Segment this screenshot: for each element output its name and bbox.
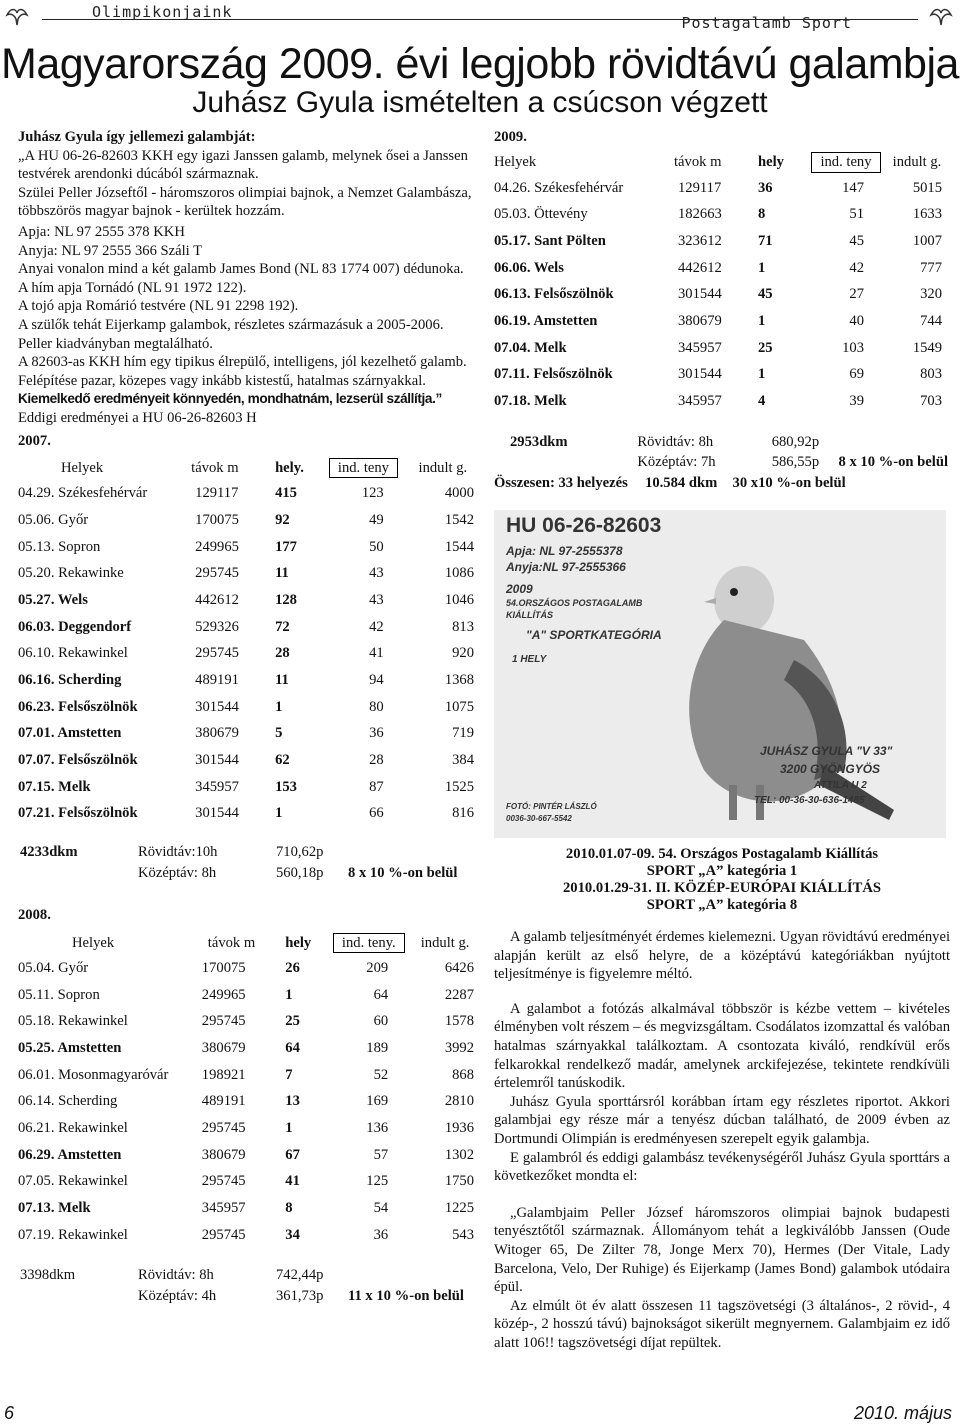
pigeons-entered: 1086	[444, 565, 474, 582]
issue-date: 2010. május	[853, 1403, 952, 1423]
col-header: Helyek	[494, 154, 537, 171]
competitors-ahead: 43	[369, 565, 384, 582]
mid-label: Középtáv: 7h	[637, 454, 716, 471]
dove-icon	[928, 3, 954, 29]
competitors-ahead: 103	[842, 339, 864, 356]
total-distance: 2953dkm	[510, 433, 568, 450]
intro-text: A 82603-as KKH hím egy tipikus élrepülő, intelligens, jól kezelhető galamb. Felépítése pazar, közepes vagy inkább kistestű, hatalmas szárnyakkal.	[18, 354, 467, 389]
placing: 25	[285, 1013, 300, 1030]
table-row	[18, 1222, 480, 1249]
left-column	[18, 128, 480, 1308]
race-distance: 380679	[201, 1039, 246, 1056]
short-label: Rövidtáv: 8h	[138, 1267, 214, 1284]
race-distance: 249965	[195, 538, 239, 555]
mid-label: Középtáv: 4h	[138, 1287, 217, 1304]
pigeons-entered: 3992	[444, 1039, 474, 1056]
competitors-ahead: 60	[373, 1013, 389, 1030]
race-distance: 380679	[201, 1146, 246, 1163]
race-place: 06.03. Deggendorf	[18, 618, 132, 635]
race-distance: 129117	[678, 179, 722, 196]
race-distance: 295745	[201, 1013, 246, 1030]
owner-city: 3200 GYÖNGYÖS	[780, 762, 881, 776]
show-name: KIÁLLÍTÁS	[506, 610, 553, 620]
pigeons-entered: 719	[452, 725, 474, 742]
results-table-2008	[18, 931, 480, 1249]
race-place: 05.25. Amstetten	[18, 1039, 122, 1056]
article-subtitle: Juhász Gyula ismételten a csúcson végzett	[192, 86, 768, 119]
race-place: 06.14. Scherding	[18, 1093, 118, 1110]
race-distance: 301544	[195, 805, 239, 822]
intro-text: Eddigi eredményei a HU 06-26-82603 H	[18, 409, 257, 426]
pigeons-entered: 920	[452, 645, 474, 662]
col-header: ind. teny.	[333, 933, 405, 954]
placing: 28	[275, 645, 290, 662]
competitors-ahead: 54	[373, 1200, 389, 1217]
placing: 8	[758, 206, 766, 223]
pigeons-entered: 803	[920, 366, 942, 383]
pigeons-entered: 6426	[444, 959, 474, 976]
race-place: 04.26. Székesfehérvár	[494, 179, 624, 196]
race-place: 05.06. Győr	[18, 511, 89, 528]
owner-phone: TEL: 00-36-30-636-1485	[754, 795, 865, 806]
competitors-ahead: 136	[366, 1119, 389, 1136]
race-distance: 345957	[195, 778, 239, 795]
table-row	[494, 201, 948, 228]
race-distance: 170075	[201, 959, 246, 976]
article-title: Magyarország 2009. évi legjobb rövidtávú galambja	[1, 40, 959, 88]
summary-extra: 8 x 10 %-on belül	[838, 454, 948, 471]
summary-2009	[494, 431, 950, 474]
col-header: hely	[285, 934, 312, 951]
results-table-2009	[494, 151, 948, 415]
table-row	[18, 640, 480, 667]
table-row	[18, 1062, 480, 1089]
pigeons-entered: 813	[452, 618, 474, 635]
race-distance: 295745	[201, 1173, 246, 1190]
col-header: távok m	[191, 459, 239, 476]
table-row	[494, 308, 948, 335]
table-row	[18, 774, 480, 801]
placing: 71	[758, 233, 773, 250]
table-row	[18, 667, 480, 694]
race-distance: 198921	[201, 1066, 246, 1083]
col-header: Helyek	[61, 459, 104, 476]
placing: 36	[758, 179, 773, 196]
table-row	[18, 1195, 480, 1222]
table-row	[18, 1008, 480, 1035]
pigeons-entered: 1007	[912, 233, 942, 250]
pigeons-entered: 1633	[912, 206, 942, 223]
table-row	[18, 747, 480, 774]
dove-icon	[4, 3, 30, 29]
placing: 92	[275, 511, 290, 528]
col-header: Helyek	[72, 934, 115, 951]
short-label: Rövidtáv:10h	[138, 844, 218, 861]
pigeons-entered: 2810	[444, 1093, 474, 1110]
placing: 34	[285, 1226, 300, 1243]
competitors-ahead: 57	[373, 1146, 389, 1163]
race-place: 05.04. Győr	[18, 959, 89, 976]
placing: 8	[285, 1200, 293, 1217]
competitors-ahead: 80	[369, 698, 384, 715]
race-distance: 249965	[201, 986, 246, 1003]
competitors-ahead: 42	[849, 259, 864, 276]
short-label: Rövidtáv: 8h	[637, 433, 714, 450]
race-place: 05.13. Sopron	[18, 538, 101, 555]
placing: 1	[758, 259, 766, 276]
competitors-ahead: 36	[373, 1226, 389, 1243]
placing: 26	[285, 959, 300, 976]
race-distance: 529326	[195, 618, 239, 635]
pigeons-entered: 1302	[444, 1146, 474, 1163]
placing: 1	[285, 1119, 293, 1136]
placing: 177	[275, 538, 297, 555]
competitors-ahead: 27	[849, 286, 864, 303]
table-row	[18, 480, 480, 507]
intro-text: Anyja: NL 97 2555 366 Száli T	[18, 242, 203, 259]
year-heading: 2007.	[18, 432, 51, 449]
overall-summary	[494, 474, 950, 493]
owner-name: JUHÁSZ GYULA "V 33"	[760, 744, 893, 758]
table-header	[18, 456, 480, 480]
competitors-ahead: 36	[369, 725, 384, 742]
table-row	[18, 982, 480, 1009]
competitors-ahead: 50	[369, 538, 384, 555]
pigeons-entered: 1046	[444, 591, 474, 608]
owner-street: ATTILA U 2	[814, 780, 867, 791]
table-row	[494, 388, 948, 415]
race-place: 07.13. Melk	[18, 1200, 91, 1217]
total-distance: 4233dkm	[20, 844, 78, 861]
competitors-ahead: 52	[373, 1066, 389, 1083]
race-distance: 295745	[195, 645, 239, 662]
col-header: hely.	[275, 459, 304, 476]
race-place: 06.23. Felsőszölnök	[18, 698, 138, 715]
race-distance: 380679	[195, 725, 239, 742]
placing: 1	[285, 986, 293, 1003]
magazine-tag: Postagalamb Sport	[681, 14, 852, 32]
article-body	[494, 928, 950, 1352]
pigeons-entered: 320	[920, 286, 942, 303]
table-row	[18, 955, 480, 982]
placing: 25	[758, 339, 773, 356]
race-place: 06.01. Mosonmagyaróvár	[18, 1066, 169, 1083]
exhibition-results	[494, 846, 950, 914]
competitors-ahead: 39	[849, 393, 864, 410]
pigeons-entered: 1936	[444, 1119, 474, 1136]
table-row	[494, 335, 948, 362]
col-header: hely	[758, 154, 784, 171]
race-distance: 129117	[195, 485, 239, 502]
paragraph: „Galambjaim Peller József háromszoros olimpiai bajnok budapesti tenyésztőtől származnak. Állományom tehát a legkiválóbb Janssen (Oude Witoger 65, De Zilter 78, Jonge Merx 70), Hermes (Der Vitale, Lady Barcelona, Velo, Der Ruhige) és Eijerkamp (James Bond) galambok utódaira épül.	[494, 1204, 950, 1296]
rank: 1 HELY	[512, 654, 547, 665]
placing: 1	[275, 805, 283, 822]
paragraph: A galambot a fotózás alkalmával többször is kézbe vettem – kivételes élményben volt részem – és megvizsgáltam. Csodálatos izomzattal és valóban hatalmas szárnyakkal találkoztam. A csontozata kiváló, rendkívül erős felkarokkal rendelkező madár, amelynek arckifejezése, tekintete rendkívüli értelemről tanúskodik.	[494, 1000, 950, 1092]
year-heading: 2009.	[494, 129, 527, 145]
competitors-ahead: 41	[369, 645, 384, 662]
overall-distance: 10.584 dkm	[645, 474, 718, 491]
overall-placings: Összesen: 33 helyezés	[494, 474, 628, 491]
short-value: 742,44p	[276, 1267, 324, 1284]
race-distance: 182663	[678, 206, 722, 223]
col-header: ind. teny	[811, 152, 880, 173]
pigeons-entered: 1225	[444, 1200, 474, 1217]
race-place: 07.04. Melk	[494, 339, 567, 356]
competitors-ahead: 125	[366, 1173, 389, 1190]
pigeons-entered: 1750	[444, 1173, 474, 1190]
col-header: indult g.	[418, 459, 468, 476]
placing: 41	[285, 1173, 300, 1190]
col-header: ind. teny	[329, 458, 398, 479]
paragraph: Juhász Gyula sporttársról korábban írtam egy részletes riportot. Akkori galambjai egy része már a tenyész dúcban található, de 2009 évben az Dortmundi Olimpián is eredményesen szerepelt egyik galambja.	[494, 1093, 950, 1147]
pigeons-entered: 543	[452, 1226, 474, 1243]
intro-text: Anyai vonalon mind a két galamb James Bond (NL 83 1774 007) dédunoka.	[18, 261, 464, 278]
table-row	[494, 281, 948, 308]
race-place: 07.11. Felsőszölnök	[494, 366, 613, 383]
competitors-ahead: 45	[849, 233, 864, 250]
photographer-tel: 0036-30-667-5542	[506, 814, 572, 823]
table-row	[494, 228, 948, 255]
total-distance: 3398dkm	[20, 1267, 76, 1284]
summary-extra: 11 x 10 %-on belül	[348, 1287, 464, 1304]
pigeons-entered: 1075	[444, 698, 474, 715]
placing: 153	[275, 778, 297, 795]
race-distance: 489191	[201, 1093, 246, 1110]
page-number: 6	[4, 1403, 15, 1423]
intro-text: Apja: NL 97 2555 378 KKH	[18, 223, 185, 240]
table-row	[18, 1035, 480, 1062]
intro-lead: Juhász Gyula így jellemezi galambját:	[18, 129, 256, 145]
race-place: 06.21. Rekawinkel	[18, 1119, 128, 1136]
race-distance: 345957	[678, 393, 722, 410]
ring-number: HU 06-26-82603	[506, 514, 662, 537]
col-header: indult g.	[892, 154, 942, 171]
competitors-ahead: 123	[361, 485, 384, 502]
pigeons-entered: 744	[920, 313, 942, 330]
race-distance: 380679	[678, 313, 722, 330]
race-place: 04.29. Székesfehérvár	[18, 485, 148, 502]
table-row	[18, 614, 480, 641]
race-place: 05.17. Sant Pölten	[494, 233, 606, 250]
show-name: 54.ORSZÁGOS POSTAGALAMB	[506, 598, 643, 608]
exhibition-line: 2010.01.07-09. 54. Országos Postagalamb Kiállítás	[565, 846, 879, 862]
table-row	[18, 1168, 480, 1195]
pigeons-entered: 1368	[444, 671, 474, 688]
short-value: 680,92p	[771, 433, 820, 450]
race-distance: 345957	[678, 339, 722, 356]
competitors-ahead: 189	[366, 1039, 389, 1056]
table-row	[494, 255, 948, 282]
race-place: 06.19. Amstetten	[494, 313, 598, 330]
race-place: 06.16. Scherding	[18, 671, 122, 688]
race-place: 07.15. Melk	[18, 778, 91, 795]
pigeons-entered: 868	[452, 1066, 474, 1083]
category: "A" SPORTKATEGÓRIA	[526, 628, 662, 642]
placing: 5	[275, 725, 283, 742]
race-place: 07.05. Rekawinkel	[18, 1173, 128, 1190]
competitors-ahead: 209	[366, 959, 389, 976]
race-place: 05.11. Sopron	[18, 986, 100, 1003]
table-row	[18, 587, 480, 614]
table-row	[494, 175, 948, 202]
placing: 1	[758, 366, 766, 383]
mid-value: 560,18p	[276, 864, 324, 881]
table-row	[18, 694, 480, 721]
competitors-ahead: 28	[369, 752, 384, 769]
mid-value: 361,73p	[276, 1287, 324, 1304]
pigeons-entered: 384	[452, 752, 474, 769]
pigeons-entered: 816	[452, 805, 474, 822]
intro-text: A tojó apja Romárió testvére (NL 91 2298 192).	[18, 298, 299, 315]
col-header: távok m	[674, 154, 722, 171]
race-distance: 170075	[195, 511, 239, 528]
table-row	[18, 533, 480, 560]
exhibition-line: SPORT „A” kategória 1	[646, 863, 798, 879]
short-value: 710,62p	[276, 844, 324, 861]
competitors-ahead: 42	[369, 618, 384, 635]
pigeons-entered: 4000	[444, 485, 474, 502]
pigeons-entered: 5015	[912, 179, 942, 196]
table-header	[18, 931, 480, 955]
race-place: 05.20. Rekawinke	[18, 565, 124, 582]
race-distance: 442612	[678, 259, 722, 276]
placing: 67	[285, 1146, 300, 1163]
exhibition-line: SPORT „A” kategória 8	[646, 897, 798, 913]
competitors-ahead: 40	[849, 313, 864, 330]
table-row	[18, 720, 480, 747]
placing: 72	[275, 618, 290, 635]
table-row	[494, 361, 948, 388]
placing: 64	[285, 1039, 300, 1056]
col-header: távok m	[207, 934, 256, 951]
intro-quote: Kiemelkedő eredményeit könnyedén, mondhatnám, lezserül szállítja.”	[18, 391, 442, 407]
exhibition-line: 2010.01.29-31. II. KÖZÉP-EURÓPAI KIÁLLÍTÁS	[563, 880, 881, 896]
placing: 7	[285, 1066, 293, 1083]
pigeons-entered: 1544	[444, 538, 474, 555]
race-distance: 301544	[678, 366, 722, 383]
photographer: FOTÓ: PINTÉR LÁSZLÓ	[506, 802, 597, 811]
pigeons-entered: 1578	[444, 1013, 474, 1030]
pigeons-entered: 703	[920, 393, 942, 410]
paragraph: Az elmúlt öt év alatt összesen 11 tagszövetségi (3 általános-, 2 rövid-, 4 közép-, 2 hosszú távú) bajnokságot sikerült megnyernem. Galambjaim ez idő alatt 106!! tagszövetségi díjat repültek.	[494, 1297, 950, 1351]
table-row	[18, 1142, 480, 1169]
race-place: 07.19. Rekawinkel	[18, 1226, 128, 1243]
placing: 128	[275, 591, 297, 608]
competitors-ahead: 49	[369, 511, 384, 528]
pigeons-entered: 777	[920, 259, 942, 276]
competitors-ahead: 147	[842, 179, 864, 196]
competitors-ahead: 51	[849, 206, 864, 223]
table-row	[18, 560, 480, 587]
race-distance: 489191	[195, 671, 239, 688]
pigeons-entered: 1542	[444, 511, 474, 528]
pigeons-entered: 2287	[444, 986, 474, 1003]
race-distance: 295745	[201, 1226, 246, 1243]
results-table-2007	[18, 456, 480, 827]
placing: 415	[275, 485, 297, 502]
placing: 1	[758, 313, 766, 330]
year-heading: 2008.	[18, 907, 51, 924]
table-row	[18, 1088, 480, 1115]
race-distance: 345957	[201, 1200, 246, 1217]
race-place: 06.29. Amstetten	[18, 1146, 122, 1163]
race-place: 07.01. Amstetten	[18, 725, 122, 742]
intro-text: Szülei Peller Józseftől - háromszoros olimpiai bajnok, a Nemzet Galambásza, többszörös magyar bajnok - kerültek hozzám.	[18, 184, 472, 220]
race-distance: 323612	[678, 233, 722, 250]
placing: 45	[758, 286, 773, 303]
race-distance: 301544	[678, 286, 722, 303]
competitors-ahead: 64	[373, 986, 389, 1003]
race-place: 05.03. Öttevény	[494, 206, 588, 223]
summary-2008	[18, 1264, 466, 1307]
paragraph: A galamb teljesítményét érdemes kielemezni. Ugyan rövidtávú eredményei alapján került az első helyre, de a középtávú kategóriákban nyújtott teljesítménye is figyelemre méltó.	[494, 929, 950, 983]
intro-text: A szülők tehát Eijerkamp galambok, részletes származásuk a 2005-2006. Peller kiadványban megtalálható.	[18, 316, 444, 352]
placing: 11	[275, 565, 289, 582]
paragraph: E galambról és eddigi galambász tevékenységéről Juhász Gyula sporttárs a következőket mondta el:	[494, 1149, 950, 1185]
placing: 62	[275, 752, 290, 769]
race-place: 07.21. Felsőszölnök	[18, 805, 138, 822]
race-place: 05.18. Rekawinkel	[18, 1013, 128, 1030]
race-distance: 301544	[195, 752, 239, 769]
placing: 13	[285, 1093, 300, 1110]
mid-label: Középtáv: 8h	[138, 864, 217, 881]
overall-extra: 30 x10 %-on belül	[732, 474, 846, 491]
table-row	[18, 800, 480, 827]
race-place: 06.13. Felsőszölnök	[494, 286, 614, 303]
section-tag: Olimpikonjaink	[92, 3, 233, 21]
race-distance: 301544	[195, 698, 239, 715]
race-place: 07.07. Felsőszölnök	[18, 752, 138, 769]
mother-ring: Anyja:NL 97-2555366	[506, 560, 626, 574]
race-distance: 295745	[201, 1119, 246, 1136]
race-place: 05.27. Wels	[18, 591, 88, 608]
race-place: 06.10. Rekawinkel	[18, 645, 128, 662]
photo-year: 2009	[506, 582, 533, 596]
intro-text: A hím apja Tornádó (NL 91 1972 122).	[18, 279, 247, 296]
table-row	[18, 1115, 480, 1142]
father-ring: Apja: NL 97-2555378	[506, 544, 623, 558]
pigeons-entered: 1549	[912, 339, 942, 356]
placing: 1	[275, 698, 283, 715]
race-distance: 442612	[195, 591, 239, 608]
col-header: indult g.	[420, 934, 470, 951]
pigeon-photo	[494, 510, 946, 838]
placing: 11	[275, 671, 289, 688]
right-column	[494, 128, 950, 493]
placing: 4	[758, 393, 766, 410]
summary-extra: 8 x 10 %-on belül	[348, 864, 458, 881]
page-header	[0, 0, 960, 40]
competitors-ahead: 87	[369, 778, 384, 795]
pigeons-entered: 1525	[444, 778, 474, 795]
race-distance: 295745	[195, 565, 239, 582]
summary-2007	[18, 841, 459, 884]
table-row	[18, 507, 480, 534]
race-place: 07.18. Melk	[494, 393, 567, 410]
competitors-ahead: 94	[369, 671, 384, 688]
competitors-ahead: 69	[849, 366, 864, 383]
table-header	[494, 151, 948, 175]
mid-value: 586,55p	[771, 454, 820, 471]
intro-text: „A HU 06-26-82603 KKH egy igazi Janssen galamb, melynek ősei a Janssen testvérek arendonki dúcából származnak.	[18, 147, 468, 183]
competitors-ahead: 43	[369, 591, 384, 608]
competitors-ahead: 169	[366, 1093, 389, 1110]
race-place: 06.06. Wels	[494, 259, 564, 276]
competitors-ahead: 66	[369, 805, 384, 822]
